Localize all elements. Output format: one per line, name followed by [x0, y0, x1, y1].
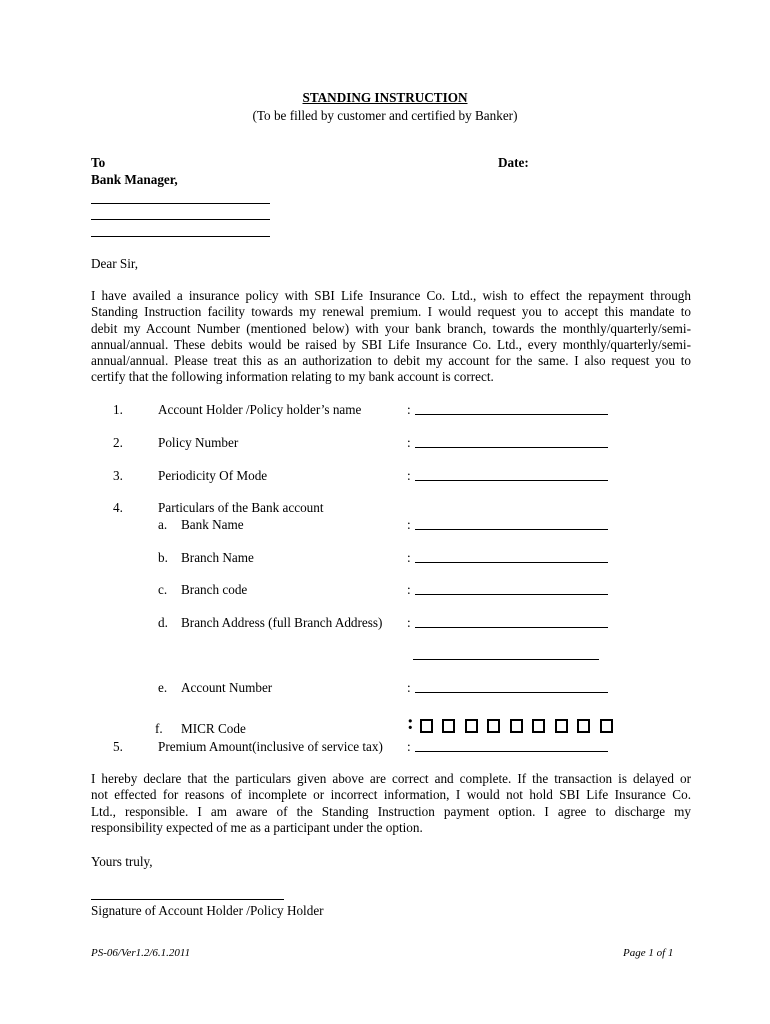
signature-label: Signature of Account Holder /Policy Holder [91, 903, 324, 918]
periodicity-field[interactable] [415, 480, 608, 481]
field-2-label: Policy Number [158, 435, 239, 450]
micr-digit-box[interactable] [487, 719, 500, 733]
account-number-field[interactable] [415, 692, 608, 693]
bank-name-field[interactable] [415, 529, 608, 530]
field-2-colon: : [407, 435, 411, 450]
intro-line: Standing Instruction facility towards my renewal premium. I would request you to accept this mandate to [91, 304, 691, 320]
field-5-number: 5. [113, 739, 123, 754]
micr-digit-box[interactable] [577, 719, 590, 733]
field-1-label: Account Holder /Policy holder’s name [158, 402, 362, 417]
intro-line: debit my Account Number (mentioned below) with your bank branch, towards the monthly/quarterly/semi- [91, 320, 691, 336]
micr-colon: : [407, 712, 414, 734]
intro-line: annual/annual. These debits would be raised by SBI Life Insurance Co. Ltd., every monthly/quarterly/semi- [91, 336, 691, 352]
field-4a-letter: a. [158, 517, 168, 532]
field-5-label: Premium Amount(inclusive of service tax) [158, 739, 383, 754]
branch-address-field-line-2[interactable] [413, 659, 599, 660]
field-4a-colon: : [407, 517, 411, 532]
field-4b-letter: b. [158, 550, 168, 565]
intro-line: I have availed a insurance policy with SBI Life Insurance Co. Ltd., wish to effect the repayment through [91, 288, 691, 303]
page-number: Page 1 of 1 [623, 947, 674, 959]
field-4e-colon: : [407, 680, 411, 695]
field-4d-letter: d. [158, 615, 168, 630]
field-4d-label: Branch Address (full Branch Address) [181, 615, 383, 630]
branch-code-field[interactable] [415, 594, 608, 595]
to-label: To [91, 155, 106, 170]
bank-address-line-2[interactable] [91, 219, 270, 220]
branch-name-field[interactable] [415, 562, 608, 563]
field-1-colon: : [407, 402, 411, 417]
declaration-line: responsibility expected of me as a participant under the option. [91, 819, 423, 835]
micr-digit-box[interactable] [532, 719, 545, 733]
form-subtitle: (To be filled by customer and certified by Banker) [252, 108, 518, 123]
declaration-line: Ltd., responsible. I am aware of the Standing Instruction payment option. I agree to discharge my [91, 803, 691, 819]
premium-amount-field[interactable] [415, 751, 608, 752]
field-4d-colon: : [407, 615, 411, 630]
salutation: Dear Sir, [91, 256, 139, 271]
field-4e-letter: e. [158, 680, 168, 695]
date-label: Date: [498, 155, 529, 170]
field-4a-label: Bank Name [181, 517, 244, 532]
micr-digit-box[interactable] [465, 719, 478, 733]
form-code: PS-06/Ver1.2/6.1.2011 [91, 947, 191, 959]
intro-line: certify that the following information relating to my bank account is correct. [91, 369, 494, 385]
declaration-paragraph [91, 771, 691, 836]
field-4b-label: Branch Name [181, 550, 254, 565]
declaration-line: I hereby declare that the particulars given above are correct and complete. If the transaction is delayed or [91, 771, 691, 786]
field-5-colon: : [407, 739, 411, 754]
micr-digit-box[interactable] [555, 719, 568, 733]
field-4c-letter: c. [158, 582, 168, 597]
field-2-number: 2. [113, 435, 123, 450]
field-4b-colon: : [407, 550, 411, 565]
bank-address-line-3[interactable] [91, 236, 270, 237]
intro-line: annual/annual. Please treat this as an authorization to debit my account for the same. I also request you to [91, 353, 691, 369]
account-holder-name-field[interactable] [415, 414, 608, 415]
form-title: STANDING INSTRUCTION [302, 90, 468, 105]
field-4e-label: Account Number [181, 680, 273, 695]
branch-address-field[interactable] [415, 627, 608, 628]
field-4c-label: Branch code [181, 582, 248, 597]
declaration-line: not effected for reasons of incomplete or incorrect information, I would not hold SBI Life Insurance Co. [91, 787, 691, 803]
field-3-label: Periodicity Of Mode [158, 468, 268, 483]
field-4-label: Particulars of the Bank account [158, 500, 324, 515]
field-4c-colon: : [407, 582, 411, 597]
closing: Yours truly, [91, 854, 153, 869]
field-4f-label: MICR Code [181, 721, 246, 736]
policy-number-field[interactable] [415, 447, 608, 448]
micr-digit-box[interactable] [600, 719, 613, 733]
micr-digit-box[interactable] [510, 719, 523, 733]
signature-field[interactable] [91, 899, 284, 900]
field-4f-letter: f. [155, 721, 163, 736]
bank-address-line-1[interactable] [91, 203, 270, 204]
field-1-number: 1. [113, 402, 123, 417]
field-3-colon: : [407, 468, 411, 483]
micr-digit-box[interactable] [442, 719, 455, 733]
field-3-number: 3. [113, 468, 123, 483]
micr-digit-box[interactable] [420, 719, 433, 733]
intro-paragraph [91, 288, 691, 386]
bank-manager-label: Bank Manager, [91, 172, 178, 187]
field-4-number: 4. [113, 500, 123, 515]
